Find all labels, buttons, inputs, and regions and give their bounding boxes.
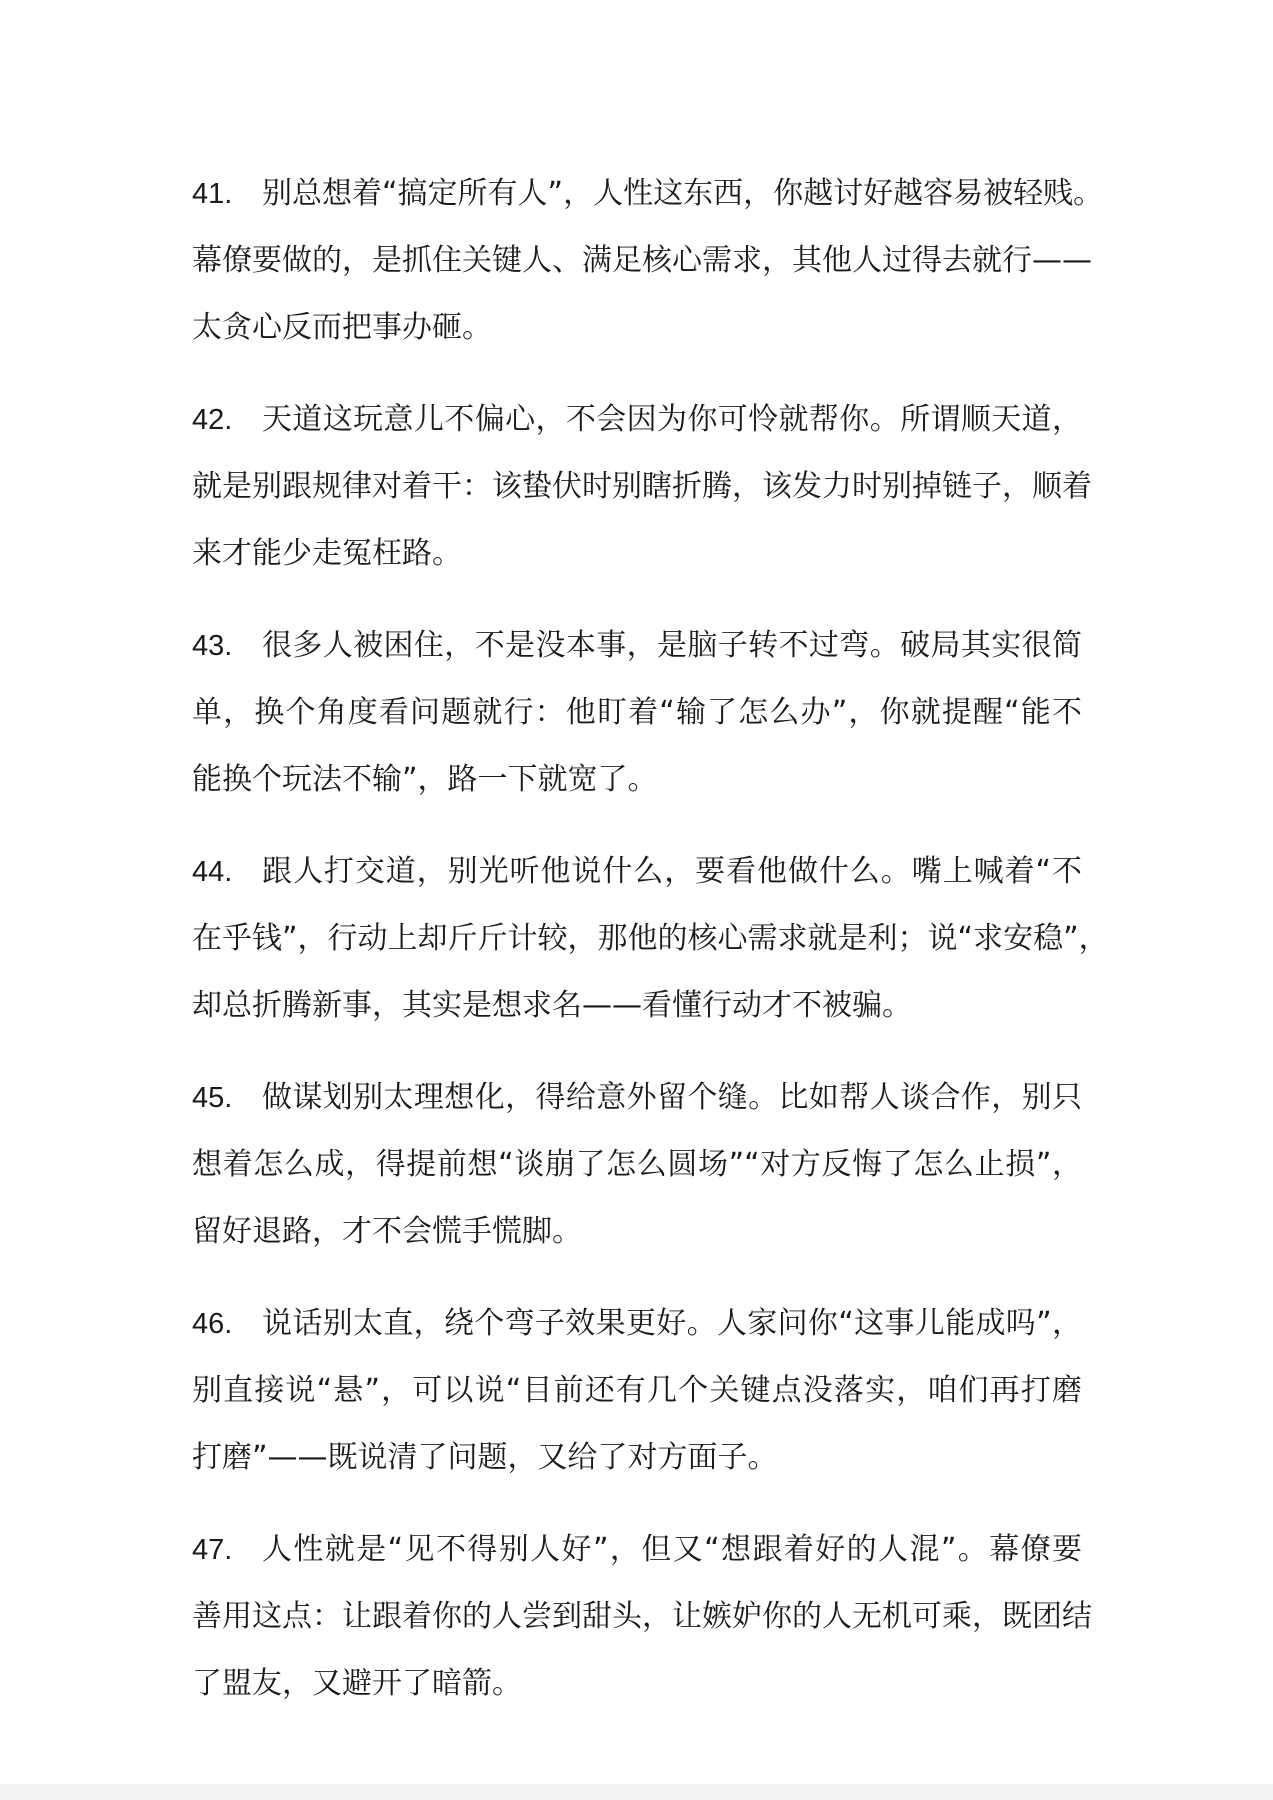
list-item xyxy=(192,386,1092,587)
item-text-line: 别直接说“悬”，可以说“目前还有几个关键点没落实，咱们再打磨 xyxy=(192,1373,1082,1408)
item-text-line: 跟人打交道，别光听他说什么，要看他做什么。嘴上喊着“不 xyxy=(262,854,1082,889)
item-text-line: 太贪心反而把事办砸。 xyxy=(192,310,492,345)
item-first-line xyxy=(192,838,1082,905)
item-text-line: 天道这玩意儿不偏心，不会因为你可怜就帮你。所谓顺天道， xyxy=(262,402,1082,437)
item-text-line: 人性就是“见不得别人好”，但又“想跟着好的人混”。幕僚要 xyxy=(262,1532,1082,1567)
item-first-line xyxy=(192,1290,1082,1357)
item-text-line: 别总想着“搞定所有人”，人性这东西，你越讨好越容易被轻贱。 xyxy=(262,176,1104,211)
item-first-line xyxy=(192,612,1082,679)
item-text-line: 很多人被困住，不是没本事，是脑子转不过弯。破局其实很简 xyxy=(262,628,1082,663)
list-item xyxy=(192,1064,1082,1265)
list-item xyxy=(192,612,1082,813)
item-text-line: 单，换个角度看问题就行：他盯着“输了怎么办”，你就提醒“能不 xyxy=(192,695,1082,730)
item-number: 42. xyxy=(192,404,233,436)
item-text-line: 说话别太直，绕个弯子效果更好。人家问你“这事儿能成吗”， xyxy=(262,1306,1082,1341)
list-item xyxy=(192,838,1109,1039)
list-item xyxy=(192,1516,1092,1717)
item-text-line: 想着怎么成，得提前想“谈崩了怎么圆场”“对方反悔了怎么止损”， xyxy=(192,1147,1082,1182)
item-text-line: 了盟友，又避开了暗箭。 xyxy=(192,1666,522,1701)
item-number: 43. xyxy=(192,630,233,662)
item-text-line: 幕僚要做的，是抓住关键人、满足核心需求，其他人过得去就行—— xyxy=(192,243,1092,278)
item-number: 45. xyxy=(192,1082,233,1114)
item-first-line xyxy=(192,1064,1082,1131)
item-number: 44. xyxy=(192,856,233,888)
page-bottom-edge xyxy=(0,1784,1273,1800)
item-text-line: 善用这点：让跟着你的人尝到甜头，让嫉妒你的人无机可乘，既团结 xyxy=(192,1599,1092,1634)
item-text-line: 就是别跟规律对着干：该蛰伏时别瞎折腾，该发力时别掉链子，顺着 xyxy=(192,469,1092,504)
item-text-line: 却总折腾新事，其实是想求名——看懂行动才不被骗。 xyxy=(192,988,912,1023)
item-text-line: 做谋划别太理想化，得给意外留个缝。比如帮人谈合作，别只 xyxy=(262,1080,1082,1115)
item-text-line: 能换个玩法不输”，路一下就宽了。 xyxy=(192,762,658,797)
item-text-line: 留好退路，才不会慌手慌脚。 xyxy=(192,1214,582,1249)
item-first-line xyxy=(192,386,1082,453)
item-text-line: 来才能少走冤枉路。 xyxy=(192,536,462,571)
list-item xyxy=(192,160,1104,361)
item-first-line xyxy=(192,1516,1082,1583)
item-number: 41. xyxy=(192,178,233,210)
item-first-line xyxy=(192,160,1104,227)
list-item xyxy=(192,1290,1082,1491)
document-body xyxy=(192,160,1109,1742)
item-number: 47. xyxy=(192,1534,233,1566)
item-text-line: 打磨”——既说清了问题，又给了对方面子。 xyxy=(192,1440,778,1475)
item-text-line: 在乎钱”，行动上却斤斤计较，那他的核心需求就是利；说“求安稳”， xyxy=(192,921,1109,956)
item-number: 46. xyxy=(192,1308,233,1340)
